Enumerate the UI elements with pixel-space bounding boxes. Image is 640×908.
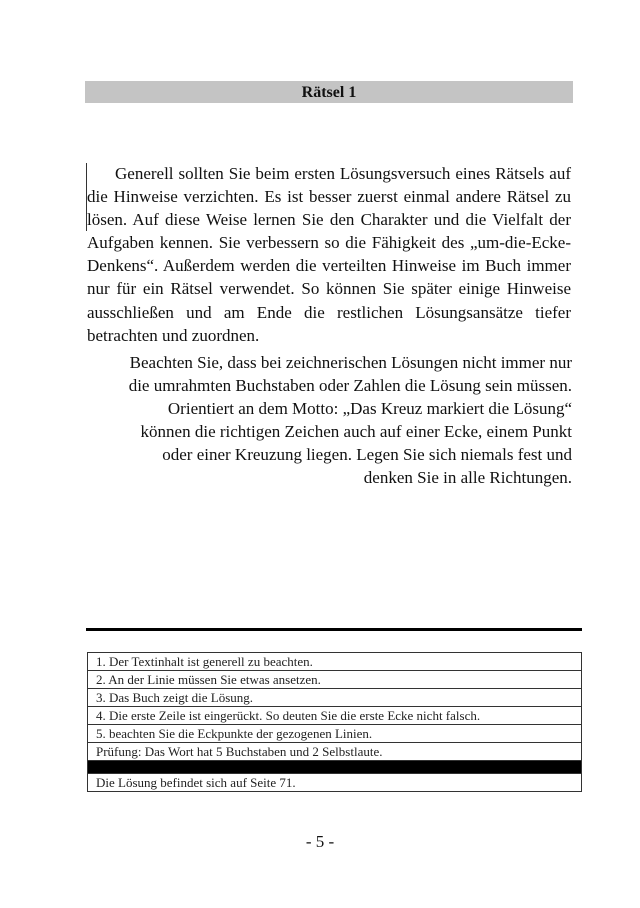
solution-row (88, 774, 582, 792)
black-bar-row (88, 761, 582, 774)
note-line: die umrahmten Buchstaben oder Zahlen die Lösung sein müssen. (128, 376, 572, 395)
intro-line: restlichen Lösungsansätze tiefer betrachten und zuordnen. (87, 302, 572, 345)
hint-cell: 5. beachten Sie die Eckpunkte der gezogenen Linien. (88, 725, 582, 743)
intro-line: des „um-die-Ecke-Denkens“. Außerdem werden die verteilten (87, 233, 571, 276)
intro-line: Generell sollten Sie beim ersten Lösungsversuch eines Rätsels (115, 164, 545, 183)
note-line: können die richtigen Zeichen auch auf einer Ecke, einem Punkt (140, 422, 572, 441)
note-paragraph (86, 351, 572, 489)
black-bar (88, 761, 582, 774)
hint-row (88, 689, 582, 707)
note-line: Orientiert an dem Motto: „Das Kreuz markiert die Lösung“ (167, 399, 572, 418)
intro-line: können Sie später einige Hinweise ausschließen und am Ende die (87, 279, 572, 322)
note-line: Beachten Sie, dass bei zeichnerischen Lösungen nicht immer nur (129, 353, 572, 372)
hint-cell: Prüfung: Das Wort hat 5 Buchstaben und 2 Selbstlaute. (88, 743, 582, 761)
intro-paragraph (87, 162, 571, 347)
hint-cell: 4. Die erste Zeile ist eingerückt. So deuten Sie die erste Ecke nicht falsch. (88, 707, 582, 725)
hint-row (88, 653, 582, 671)
hint-row (88, 707, 582, 725)
hint-row (88, 725, 582, 743)
hint-cell: 2. An der Linie müssen Sie etwas ansetzen. (88, 671, 582, 689)
intro-line: Hinweise im Buch immer nur für ein Rätsel verwendet. So (87, 256, 571, 299)
note-line: oder einer Kreuzung liegen. Legen Sie sich niemals fest und (162, 445, 572, 464)
intro-line: Rätsel zu lösen. Auf diese Weise lernen Sie den Charakter und (87, 187, 571, 230)
puzzle-title: Rätsel 1 (85, 81, 573, 103)
hint-cell: 1. Der Textinhalt ist generell zu beachten. (88, 653, 582, 671)
intro-line: die Vielfalt der Aufgaben kennen. Sie verbessern so die Fähigkeit (87, 210, 571, 253)
note-line: denken Sie in alle Richtungen. (363, 468, 572, 487)
solution-note: Die Lösung befindet sich auf Seite 71. (88, 774, 582, 792)
hint-cell: 3. Das Buch zeigt die Lösung. (88, 689, 582, 707)
intro-line: auf die Hinweise verzichten. Es ist besser zuerst einmal andere (87, 164, 571, 207)
hint-row (88, 671, 582, 689)
hint-row (88, 743, 582, 761)
page-number: - 5 - (305, 832, 335, 851)
hints-table (87, 652, 582, 792)
separator-rule (86, 628, 582, 631)
